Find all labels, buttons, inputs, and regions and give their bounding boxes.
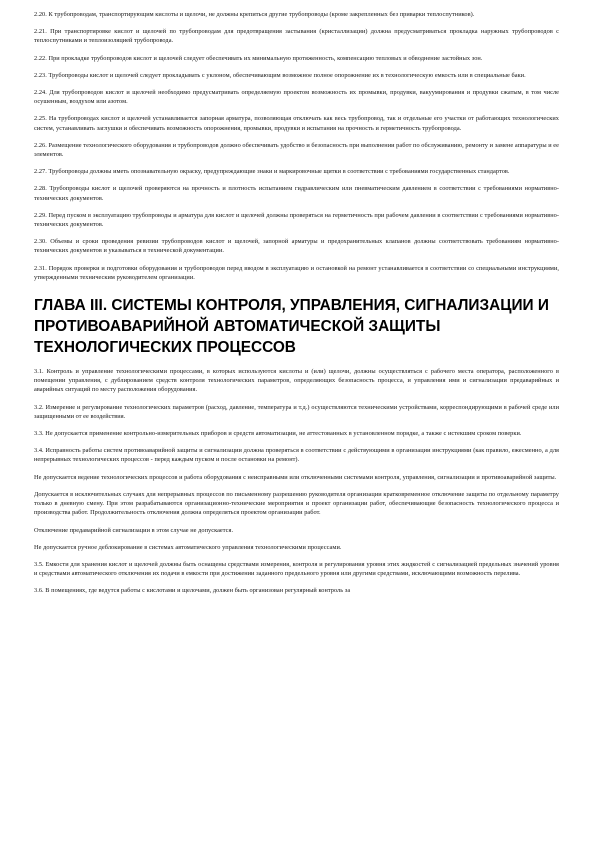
paragraph-3-4-note-2: Допускается в исключительных случаях для непрерывных процессов по письменному разрешению руководителя организации кратковременное отключение защиты по отдельному параметру только в дневную смену. При этом разрабатываются организационно-технические мероприятия и проект организации работ, обеспечивающие безопасность технологического процесса и производства работ. Продолжительность отключения должна определяться проектом организации работ. [34,490,559,517]
paragraph-3-5: 3.5. Емкости для хранения кислот и щелочей должны быть оснащены средствами измерения, контроля и регулирования уровня этих жидкостей с сигнализацией предельных значений уровня и средствами автоматического отключения их подачи в емкости при достижении заданного предельного уровня или другими средствами, исключающими возможность перелива. [34,560,559,578]
paragraph-2-25: 2.25. На трубопроводах кислот и щелочей устанавливается запорная арматура, позволяющая отключать как весь трубопровод, так и отдельные его участки от работающих технологических систем, устанавливать заглушки и обеспечивать возможность опорожнения, промывки, продувки и испытания на прочность и герметичность трубопровода. [34,115,559,132]
paragraph-3-4: 3.4. Исправность работы систем противоаварийной защиты и сигнализации должна проверяться в соответствии с действующими в организации инструкциями (как правило, ежесменно, а для непрерывных технологических процессов - перед каждым пуском и после остановки на ремонт). [34,447,559,464]
paragraph-2-26: 2.26. Размещение технологического оборудования и трубопроводов должно обеспечивать удобство и безопасность при выполнении работ по обслуживанию, ремонту и замене аппаратуры и ее элементов. [34,141,559,159]
paragraph-2-21: 2.21. При транспортировке кислот и щелочей по трубопроводам для предотвращения застывания (кристаллизации) должна предусматриваться прокладка наружных трубопроводов с теплоспутниками и теплоизоляцией трубопровода. [34,28,559,45]
paragraph-2-24: 2.24. Для трубопроводов кислот и щелочей необходимо предусматривать определяемую проектом возможность их промывки, продувки, вакуумирования и продувки сжатым, в том числе осушенным, воздухом или азотом. [34,89,559,106]
paragraph-3-1: 3.1. Контроль и управление технологическими процессами, в которых используются кислоты и (или) щелочи, должны осуществляться с рабочего места оператора, расположенного в помещении управления, с дублированием средств контроля технологических параметров, определяющих безопасность процесса, и управления ими и сигнализации предаварийных и аварийных ситуаций по месту расположения оборудования. [34,368,559,394]
paragraph-3-6: 3.6. В помещениях, где ведутся работы с кислотами и щелочами, должен быть организован регулярный контроль за [34,587,351,595]
chapter-heading: ГЛАВА III. СИСТЕМЫ КОНТРОЛЯ, УПРАВЛЕНИЯ, СИГНАЛИЗАЦИИ И ПРОТИВОАВАРИЙНОЙ АВТОМАТИЧЕСКОЙ ЗАЩИТЫ ТЕХНОЛОГИЧЕСКИХ ПРОЦЕССОВ [34,297,549,357]
paragraph-3-2: 3.2. Измерение и регулирование технологических параметров (расход, давление, температура и т.д.) осуществляются техническими устройствами, корреспондирующими в рабочей среде или защищенными от ее воздействия. [34,403,559,420]
paragraph-3-4-note-4: Не допускается ручное деблокирование в системах автоматического управления технологическими процессами. [34,543,342,551]
paragraph-2-31: 2.31. Порядок проверки и подготовки оборудования и трубопроводов перед вводом в эксплуатацию и остановкой на ремонт устанавливается в соответствии со специальными инструкциями, утвержденными техническим руководителем организации. [34,264,559,281]
paragraph-3-4-note-1: Не допускается ведение технологических процессов и работа оборудования с неисправными или отключенными системами контроля, управления, сигнализации и противоаварийной защиты. [34,473,557,481]
paragraph-3-3: 3.3. Не допускается применение контрольно-измерительных приборов и средств автоматизации, не аттестованных в установленном порядке, а также с истекшим сроком поверки. [34,430,522,438]
paragraph-2-23: 2.23. Трубопроводы кислот и щелочей следует прокладывать с уклоном, обеспечивающим возможное полное опорожнение их в технологическую емкость или в специальные баки. [34,71,526,79]
paragraph-2-28: 2.28. Трубопроводы кислот и щелочей проверяются на прочность и плотность испытанием гидравлическим или пневматическим давлением в соответствии с требованиями нормативно-технических документов. [34,185,559,202]
paragraph-2-30: 2.30. Объемы и сроки проведения ревизии трубопроводов кислот и щелочей, запорной арматуры и предохранительных клапанов должны соответствовать требованиям нормативно-технических документов и указываться в технической документации. [34,238,559,255]
paragraph-2-27: 2.27. Трубопроводы должны иметь опознавательную окраску, предупреждающие знаки и маркировочные щитки в соответствии с требованиями государственных стандартов. [34,168,510,176]
paragraph-2-22: 2.22. При прокладке трубопроводов кислот и щелочей следует обеспечивать их минимальную протяженность, компенсацию тепловых и обводнение застойных зон. [34,54,483,62]
paragraph-3-4-note-3: Отключение предаварийной сигнализации в этом случае не допускается. [34,526,234,534]
paragraph-2-20: 2.20. К трубопроводам, транспортирующим кислоты и щелочи, не должны крепиться другие трубопроводы (кроме закрепленных без приварки теплоспутников). [34,11,475,18]
paragraph-2-29: 2.29. Перед пуском в эксплуатацию трубопроводы и арматура для кислот и щелочей должны проверяться на герметичность при рабочем давлении в соответствии с требованиями нормативно-технических документов. [34,211,559,229]
